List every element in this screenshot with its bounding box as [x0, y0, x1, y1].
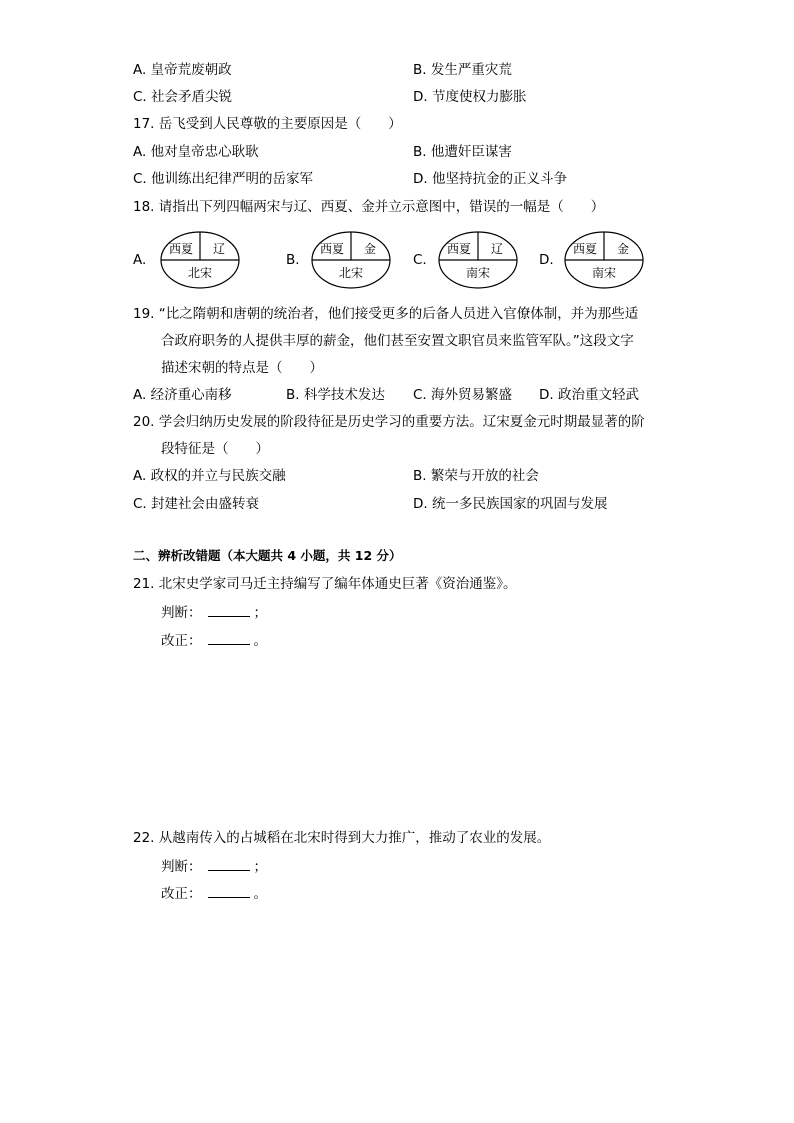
q18-diagram-b — [310, 230, 392, 290]
q19-option-d — [539, 386, 639, 404]
option-letter: B. — [413, 144, 427, 160]
q16-option-c — [133, 88, 232, 106]
question-text: 学会归纳历史发展的阶段待征是历史学习的重要方法。辽宋夏金元时期最显著的阶 — [158, 414, 645, 430]
question-text: “比之隋朝和唐朝的统治者，他们接受更多的后备人员进入官僚体制，并为那些适 — [158, 306, 639, 322]
q18-diagram-d — [563, 230, 645, 290]
option-text: 皇帝荒废朝政 — [150, 62, 232, 78]
diagram-bottom-label: 北宋 — [187, 266, 213, 280]
option-text: 海外贸易繁盛 — [431, 387, 513, 403]
option-letter: D. — [413, 89, 428, 105]
judge-label: 判断： — [161, 859, 202, 875]
option-letter: B. — [413, 468, 427, 484]
q20-option-d — [413, 495, 607, 513]
q20-option-b — [413, 467, 539, 485]
option-letter: A. — [133, 144, 147, 160]
question-number: 17. — [133, 116, 155, 132]
q19-stem-line2: 合政府职务的人提供丰厚的薪金，他们甚至安置文职官员来监管军队。”这段文字 — [161, 333, 634, 349]
correct-blank[interactable] — [208, 631, 250, 645]
option-letter: A. — [133, 468, 147, 484]
option-text: 发生严重灾荒 — [430, 62, 512, 78]
diagram-bottom-label: 南宋 — [591, 266, 617, 280]
q18-diagram-c-letter: C. — [413, 252, 427, 268]
diagram-top-left-label: 西夏 — [319, 242, 345, 256]
option-letter: C. — [133, 89, 147, 105]
diagram-top-left-label: 西夏 — [572, 242, 598, 256]
option-text: 节度使权力膨胀 — [431, 89, 527, 105]
option-text: 封建社会由盛转衰 — [151, 496, 260, 512]
q17-option-d — [413, 170, 567, 188]
judge-label: 判断： — [161, 605, 202, 621]
q16-option-a — [133, 61, 232, 79]
option-letter: C. — [133, 171, 147, 187]
option-letter: A. — [133, 387, 147, 403]
q19-option-b — [286, 386, 385, 404]
section-2-title: 二、辨析改错题（本大题共 4 小题，共 12 分） — [133, 548, 402, 563]
q18-diagram-a — [159, 230, 241, 290]
q19-option-c — [413, 386, 512, 404]
diagram-bottom-label: 北宋 — [338, 266, 364, 280]
option-letter: D. — [413, 496, 428, 512]
question-number: 21. — [133, 576, 155, 592]
option-text: 他遭奸臣谋害 — [430, 144, 512, 160]
option-letter: B. — [413, 62, 427, 78]
q17-option-a — [133, 143, 259, 161]
q18-stem — [133, 198, 604, 216]
diagram-top-right-label: 辽 — [490, 242, 504, 256]
judge-blank[interactable] — [208, 603, 250, 617]
q20-stem-line1 — [133, 413, 645, 431]
judge-blank[interactable] — [208, 857, 250, 871]
option-text: 他训练出纪律严明的岳家军 — [151, 171, 314, 187]
q17-option-c — [133, 170, 313, 188]
question-text: 岳飞受到人民尊敬的主要原因是（ ） — [158, 116, 402, 132]
option-letter: D. — [539, 387, 554, 403]
q16-option-b — [413, 61, 512, 79]
option-letter: B. — [286, 387, 300, 403]
question-text: 请指出下列四幅两宋与辽、西夏、金并立示意图中，错误的一幅是（ ） — [158, 199, 605, 215]
correct-end: 。 — [253, 633, 267, 649]
q18-diagram-a-letter: A. — [133, 252, 147, 268]
option-letter: A. — [133, 62, 147, 78]
q22-correct-row — [161, 884, 267, 903]
correct-label: 改正： — [161, 886, 202, 902]
question-text: 北宋史学家司马迁主持编写了编年体通史巨著《资治通鉴》。 — [158, 576, 517, 592]
option-text: 繁荣与开放的社会 — [430, 468, 539, 484]
question-number: 18. — [133, 199, 155, 215]
q16-option-d — [413, 88, 526, 106]
correct-label: 改正： — [161, 633, 202, 649]
q19-stem-line1 — [133, 305, 638, 323]
judge-end: ； — [253, 605, 267, 621]
question-text: 从越南传入的占城稻在北宋时得到大力推广，推动了农业的发展。 — [158, 830, 551, 846]
option-text: 社会矛盾尖锐 — [151, 89, 233, 105]
option-text: 他对皇帝忠心耿耿 — [150, 144, 259, 160]
q17-stem — [133, 115, 402, 133]
option-text: 经济重心南移 — [150, 387, 232, 403]
q19-option-a — [133, 386, 232, 404]
option-text: 政权的并立与民族交融 — [150, 468, 286, 484]
q19-stem-line3: 描述宋朝的特点是（ ） — [161, 360, 323, 376]
q20-stem-line2: 段特征是（ ） — [161, 441, 269, 457]
judge-end: ； — [253, 859, 267, 875]
correct-blank[interactable] — [208, 884, 250, 898]
diagram-top-left-label: 西夏 — [168, 242, 194, 256]
q18-diagram-c — [437, 230, 519, 290]
q21-judge-row — [161, 603, 267, 622]
question-number: 22. — [133, 830, 155, 846]
option-letter: C. — [133, 496, 147, 512]
diagram-top-left-label: 西夏 — [446, 242, 472, 256]
correct-end: 。 — [253, 886, 267, 902]
option-text: 他坚持抗金的正义斗争 — [431, 171, 567, 187]
q17-option-b — [413, 143, 512, 161]
q20-option-a — [133, 467, 286, 485]
diagram-bottom-label: 南宋 — [465, 266, 491, 280]
option-text: 政治重文轻武 — [557, 387, 639, 403]
option-text: 科学技术发达 — [303, 387, 385, 403]
question-number: 19. — [133, 306, 155, 322]
diagram-top-right-label: 辽 — [212, 242, 226, 256]
option-letter: C. — [413, 387, 427, 403]
q21-correct-row — [161, 631, 267, 650]
q18-diagram-b-letter: B. — [286, 252, 300, 268]
option-text: 统一多民族国家的巩固与发展 — [431, 496, 608, 512]
question-number: 20. — [133, 414, 155, 430]
q20-option-c — [133, 495, 259, 513]
diagram-top-right-label: 金 — [616, 242, 630, 256]
option-letter: D. — [413, 171, 428, 187]
q18-diagram-d-letter: D. — [539, 252, 554, 268]
diagram-top-right-label: 金 — [363, 242, 377, 256]
q22-judge-row — [161, 857, 267, 876]
q21-stem — [133, 575, 517, 593]
q22-stem — [133, 829, 550, 847]
